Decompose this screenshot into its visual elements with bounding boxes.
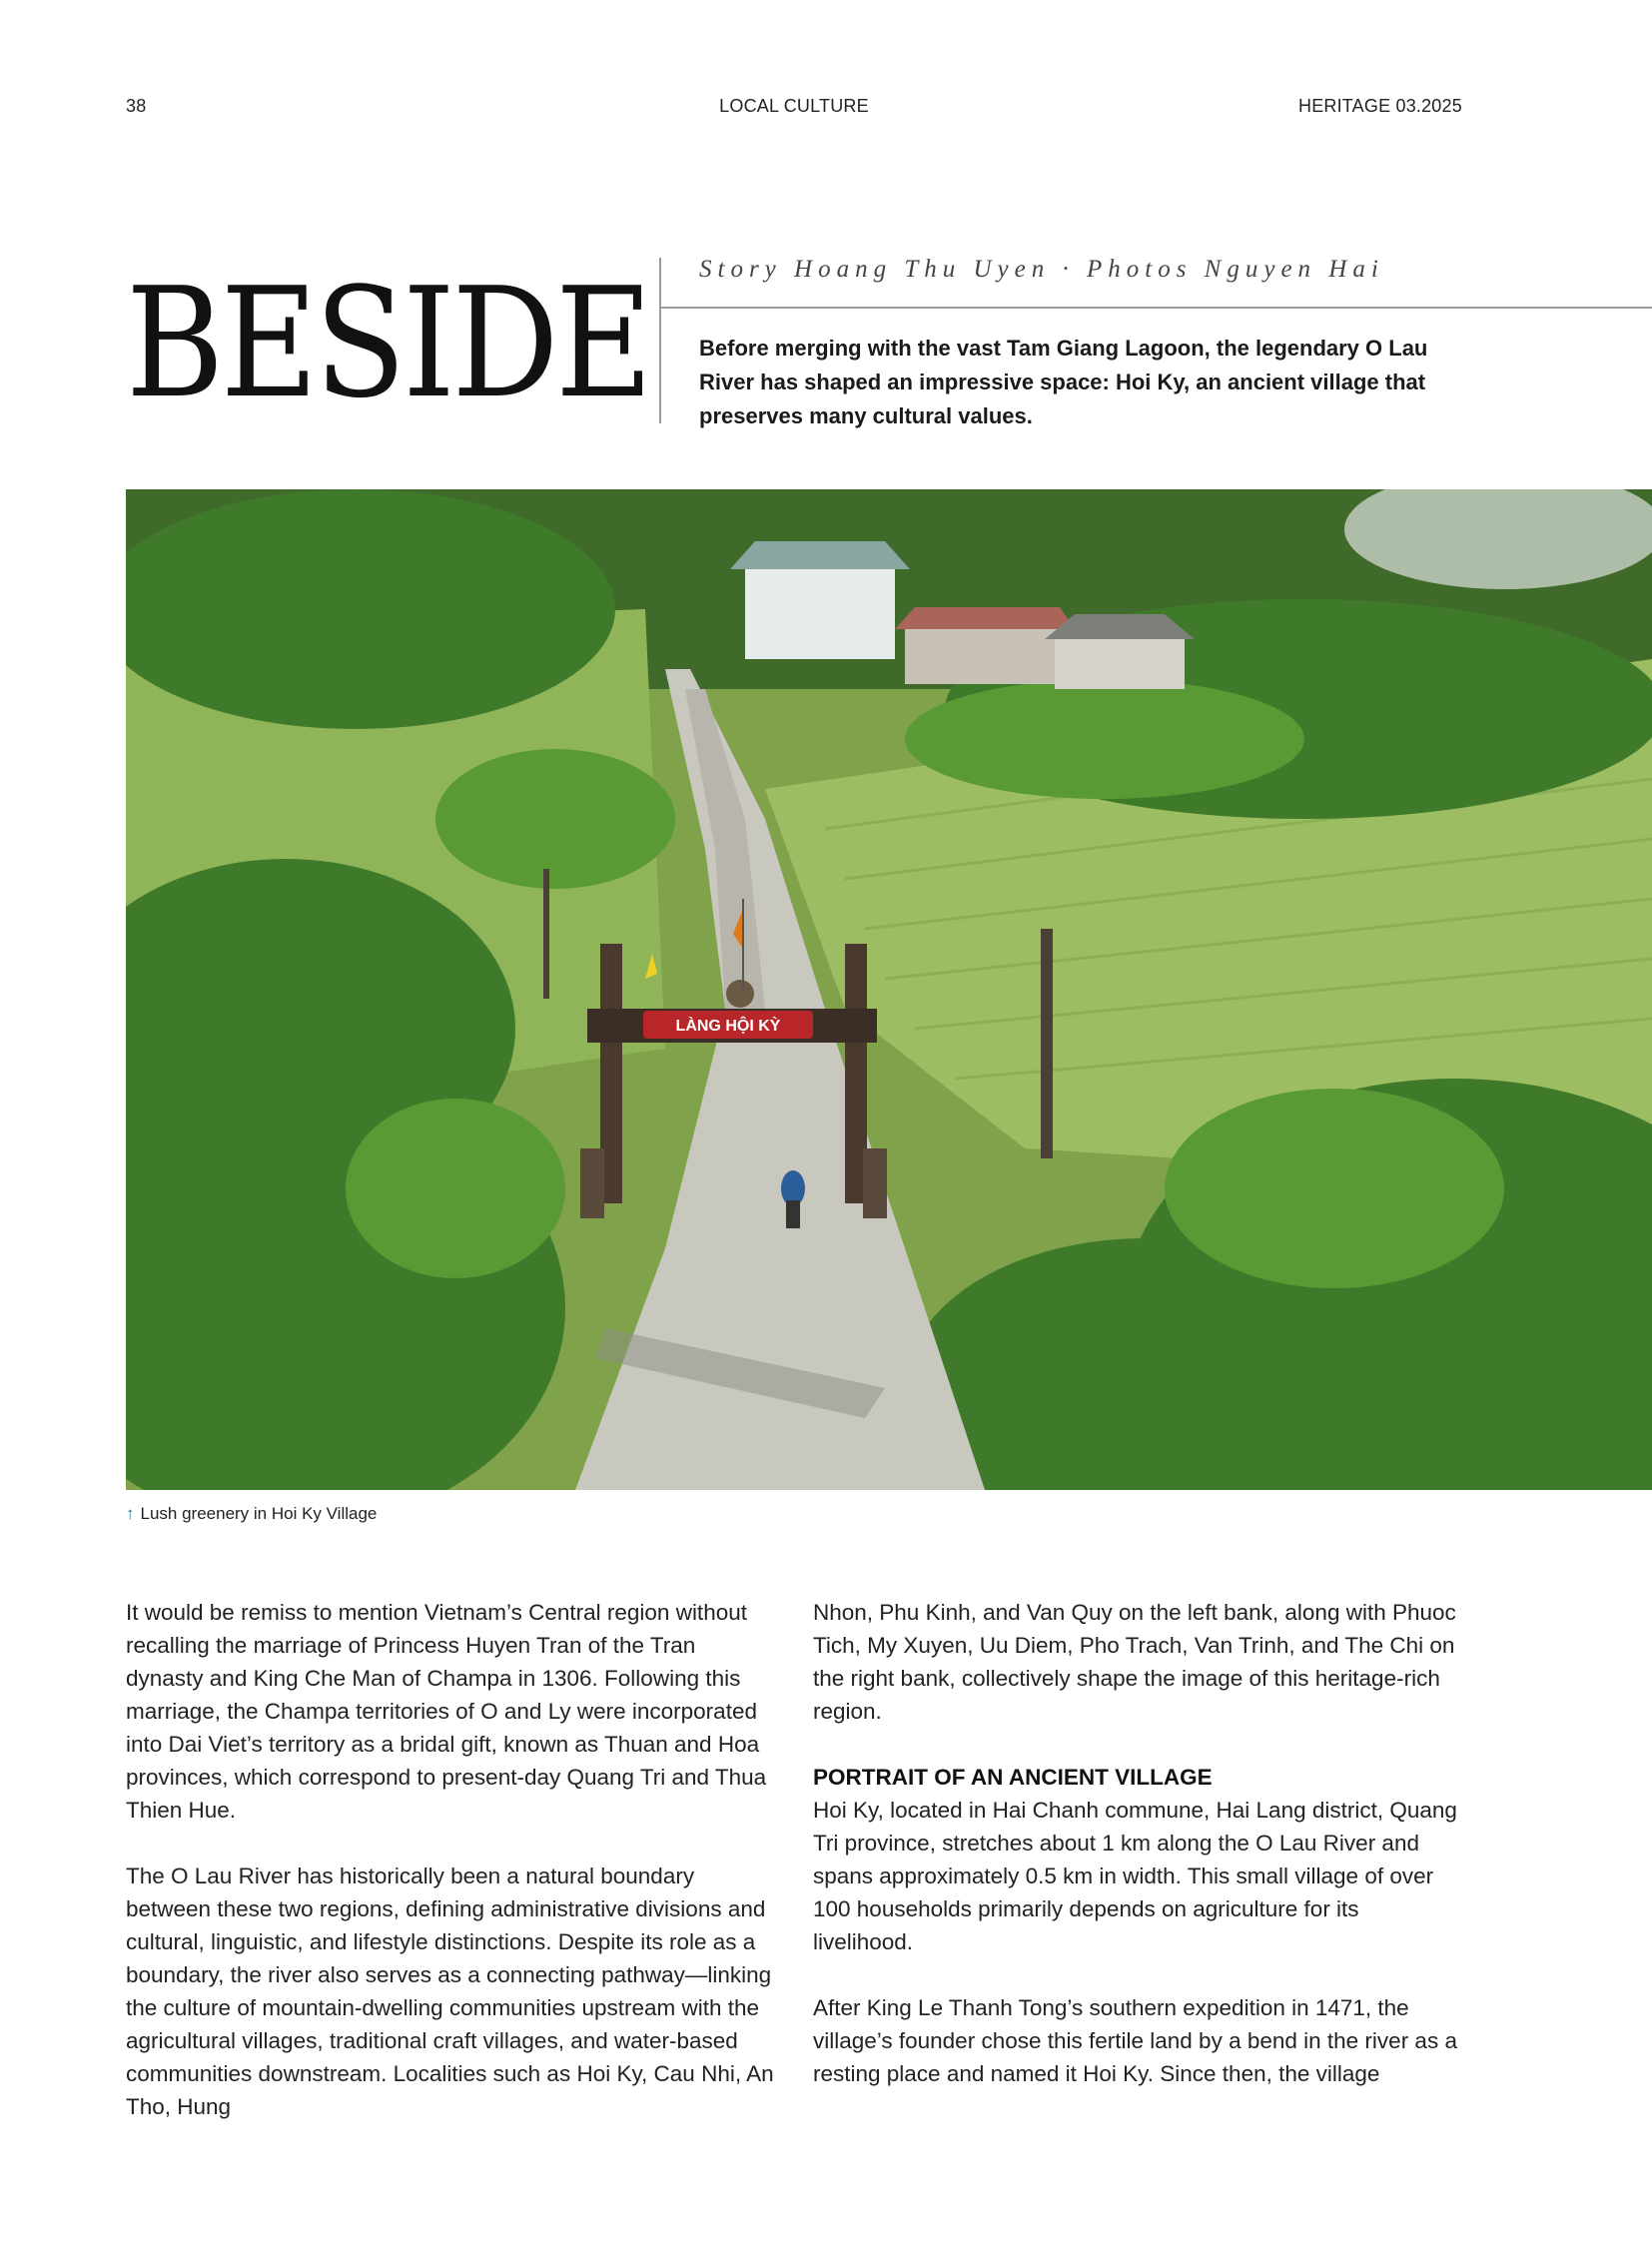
article-title: BESIDE	[126, 255, 650, 431]
body-paragraph: Hoi Ky, located in Hai Chanh commune, Hai Lang district, Quang Tri province, stretches about 1 km along the O Lau River and spans approximately 0.5 km in width. This small village of over 100 households primarily depends on agriculture for its livelihood.	[813, 1798, 1457, 1954]
section-heading: PORTRAIT OF AN ANCIENT VILLAGE	[813, 1765, 1213, 1790]
body-paragraph: It would be remiss to mention Vietnam’s Central region without recalling the marriage of Princess Huyen Tran of the Tran dynasty and King Che Man of Champa in 1306. Following this marriage, the Champa territories of O and Ly were incorporated into Dai Viet’s territory as a bridal gift, known as Thuan and Hoa provinces, which correspond to present-day Quang Tri and Thua Thien Hue.	[126, 1600, 767, 1823]
body-paragraph: Nhon, Phu Kinh, and Van Quy on the left bank, along with Phuoc Tich, My Xuyen, Uu Diem, Pho Trach, Van Trinh, and The Chi on the right bank, collectively shape the image of this heritage-rich region.	[813, 1600, 1456, 1724]
body-paragraph: After King Le Thanh Tong’s southern expedition in 1471, the village’s founder chose this fertile land by a bend in the river as a resting place and named it Hoi Ky. Since then, the village	[813, 1995, 1457, 2086]
hero-photo	[126, 489, 1652, 1490]
issue-label: HERITAGE 03.2025	[1298, 96, 1462, 116]
caption-text: Lush greenery in Hoi Ky Village	[140, 1504, 378, 1523]
byline: Story Hoang Thu Uyen · Photos Nguyen Hai	[699, 256, 1384, 283]
section-label: LOCAL CULTURE	[719, 96, 869, 116]
horizontal-divider	[659, 307, 1652, 309]
village-aerial-illustration	[126, 489, 1652, 1490]
body-paragraph: The O Lau River has historically been a natural boundary between these two regions, defining administrative divisions and cultural, linguistic, and lifestyle distinctions. Despite its role as a boundary, the river also serves as a connecting pathway—linking the culture of mountain-dwelling communities upstream with the agricultural villages, traditional craft villages, and water-based communities downstream. Localities such as Hoi Ky, Cau Nhi, An Tho, Hung	[126, 1864, 774, 2119]
intro-paragraph: Before merging with the vast Tam Giang Lagoon, the legendary O Lau River has shaped an impressive space: Hoi Ky, an ancient village that preserves many cultural values.	[699, 336, 1428, 428]
body-column-left	[126, 1596, 775, 2156]
page-number: 38	[126, 96, 147, 116]
gate-sign: LÀNG HỘI KỲ	[675, 1018, 781, 1035]
photo-caption	[126, 1504, 377, 1524]
arrow-up-icon: ↑	[126, 1504, 135, 1523]
vertical-divider	[659, 258, 661, 423]
body-column-right	[813, 1596, 1462, 2123]
